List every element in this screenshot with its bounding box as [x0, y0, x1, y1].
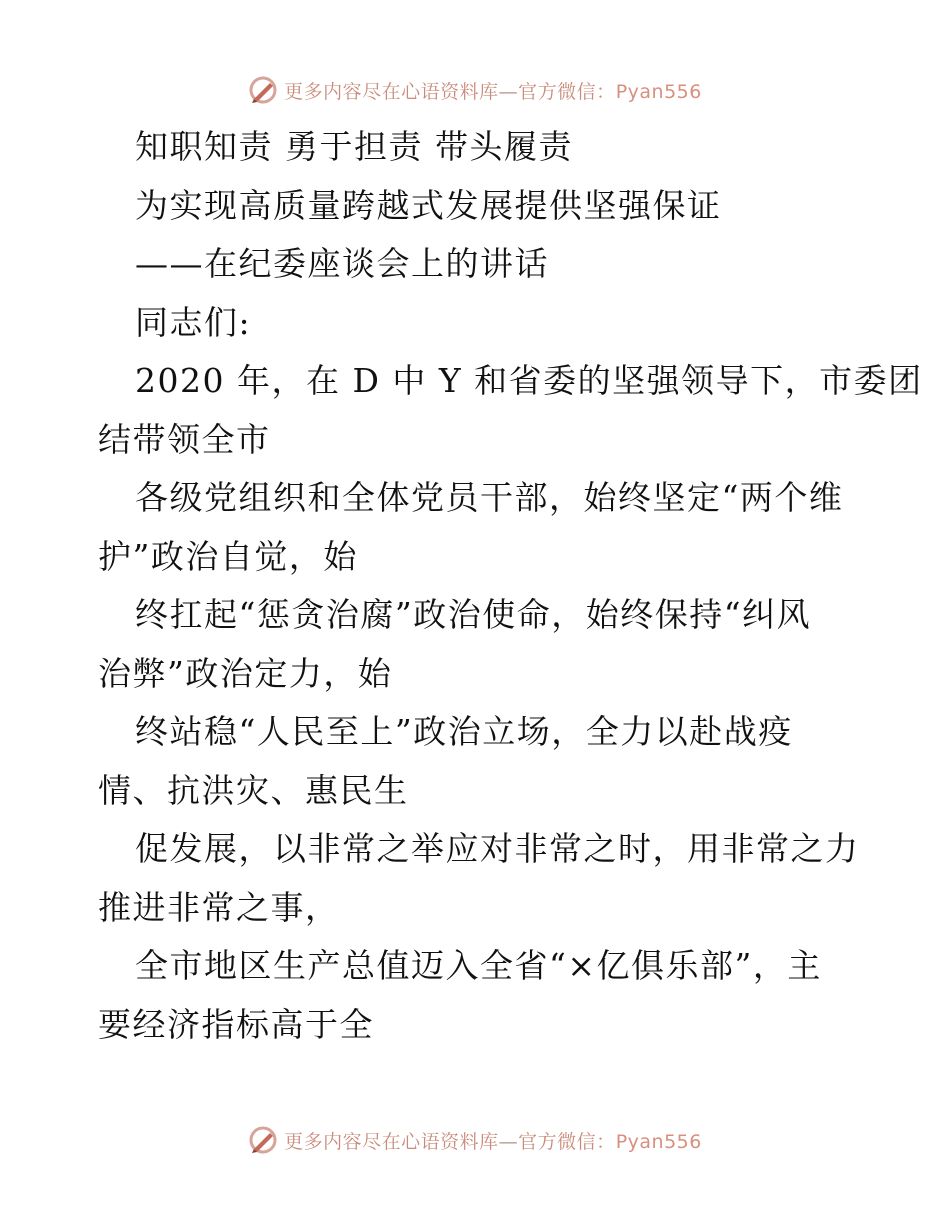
watermark-text — [284, 77, 702, 104]
watermark-wechat-id: Pyan556 — [615, 1130, 702, 1153]
paragraph-line: 要经济指标高于全 — [98, 1004, 374, 1044]
document-subtitle-line: 为实现高质量跨越式发展提供坚强保证 — [135, 185, 722, 225]
paragraph-line: 护”政治自觉，始 — [98, 536, 358, 576]
paragraph-line: 2020 年，在 D 中 Y 和省委的坚强领导下，市委团 — [135, 361, 923, 400]
paragraph-line: 终站稳“人民至上”政治立场，全力以赴战疫 — [135, 712, 793, 751]
footer-watermark-banner — [0, 1120, 950, 1160]
paragraph-line: 各级党组织和全体党员干部，始终坚定“两个维 — [135, 478, 844, 517]
watermark-wechat-id: Pyan556 — [615, 80, 702, 103]
watermark-site-name: 更多内容尽在心语资料库 — [284, 1130, 499, 1153]
watermark-site-name: 更多内容尽在心语资料库 — [284, 80, 499, 103]
document-body — [98, 118, 923, 1054]
paragraph-line: 全市地区生产总值迈入全省“×亿俱乐部”，主 — [135, 946, 822, 985]
watermark-separator: — — [498, 80, 519, 103]
pen-logo-icon — [248, 75, 278, 105]
paragraph-line: 情、抗洪灾、惠民生 — [98, 770, 409, 810]
watermark-wechat-label: 官方微信： — [518, 1130, 616, 1153]
paragraph-line: 促发展，以非常之举应对非常之时，用非常之力 — [135, 829, 860, 868]
document-occasion-line: ——在纪委座谈会上的讲话 — [135, 244, 549, 283]
watermark-text — [284, 1127, 702, 1154]
paragraph-line: 结带领全市 — [98, 419, 271, 459]
watermark-separator: — — [498, 1130, 519, 1153]
paragraph-line: 推进非常之事， — [98, 887, 340, 927]
watermark-wechat-label: 官方微信： — [518, 80, 616, 103]
document-title-line: 知职知责 勇于担责 带头履责 — [135, 127, 573, 166]
paragraph-line: 治弊”政治定力，始 — [98, 653, 393, 693]
header-watermark-banner — [0, 70, 950, 110]
pen-logo-icon — [248, 1125, 278, 1155]
salutation-line: 同志们: — [135, 302, 252, 342]
paragraph-line: 终扛起“惩贪治腐”政治使命，始终保持“纠风 — [135, 595, 812, 634]
